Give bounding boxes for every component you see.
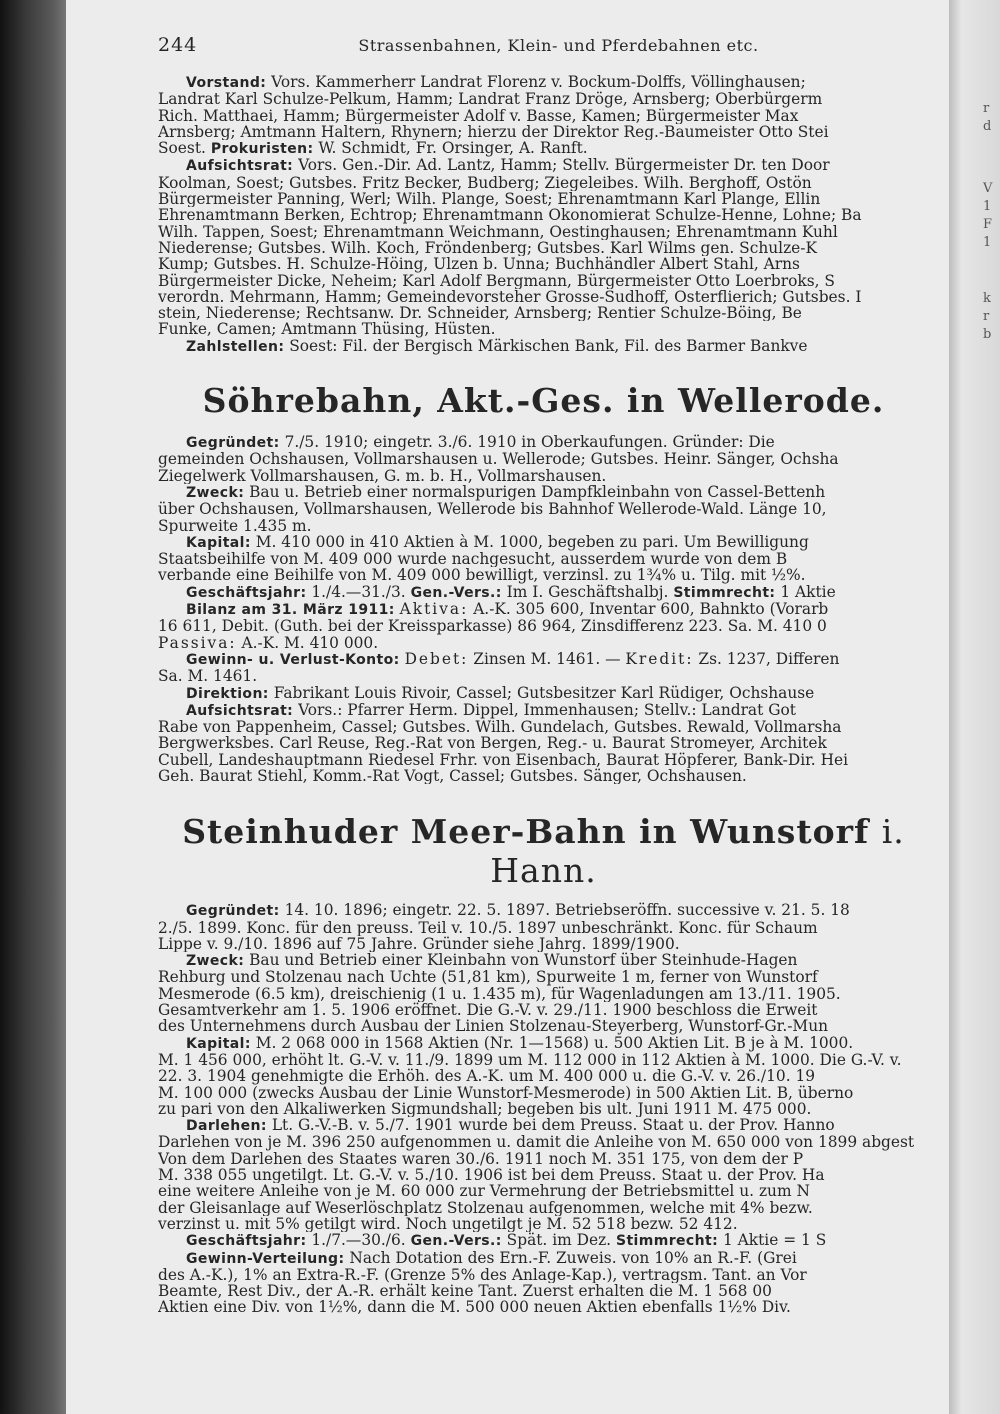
line-text: Rehburg und Stolzenau nach Uchte (51,81 km), Spurweite 1 m, ferner von Wunstorf — [158, 969, 818, 986]
line-text: 16 611, Debit. (Guth. bei der Kreissparkasse) 86 964, Zinsdifferenz 223. Sa. M. 410 0 — [158, 618, 827, 635]
edge-fragment: k r b — [983, 291, 992, 342]
text-line — [158, 567, 929, 583]
text-line — [158, 191, 929, 207]
running-title: Strassenbahnen, Klein- und Pferdebahnen etc. — [358, 36, 759, 55]
text-line — [158, 1283, 929, 1299]
text-line — [158, 305, 929, 321]
text-line — [158, 618, 929, 634]
line-text: 1./7.—30./6. — [311, 1232, 406, 1250]
text-line — [158, 685, 929, 702]
text-line — [158, 651, 929, 668]
line-text: Bürgermeister Dicke, Neheim; Karl Adolf Bergmann, Bürgermeister Otto Loerbroks, S — [158, 272, 835, 289]
field-label: Stimmrecht: — [673, 584, 776, 601]
text-line — [158, 140, 929, 157]
edge-fragment: r d — [983, 101, 992, 134]
text-line — [158, 584, 929, 601]
field-label: Aufsichtsrat: — [186, 158, 294, 175]
line-text: 1 Aktie — [780, 583, 836, 601]
line-text: Arnsberg; Amtmann Haltern, Rhynern; hierzu der Direktor Reg.-Baumeister Otto Stei — [158, 123, 829, 141]
line-text: Wilh. Tappen, Soest; Ehrenamtmann Weichmann, Oestinghausen; Ehrenamtmann Kuhl — [158, 223, 838, 240]
text-line — [158, 124, 929, 140]
text-line — [158, 702, 929, 719]
line-text: des A.-K.), 1% an Extra-R.-F. (Grenze 5% des Anlage-Kap.), vertragsm. Tant. an Vor — [158, 1266, 807, 1284]
text-line — [158, 969, 929, 985]
field-label: Gewinn-Verteilung: — [186, 1250, 345, 1267]
text-line — [158, 1002, 929, 1018]
text-line — [158, 518, 929, 534]
line-text: 14. 10. 1896; eingetr. 22. 5. 1897. Betriebseröffn. successive v. 21. 5. 18 — [284, 902, 850, 920]
line-text: M. 410 000 in 410 Aktien à M. 1000, begeben zu pari. Um Bewilligung — [255, 533, 809, 551]
section-soehrebahn-body — [158, 434, 929, 784]
text-line — [158, 1232, 929, 1249]
line-text: Ziegelwerk Vollmarshausen, G. m. b. H., Vollmarshausen. — [158, 467, 607, 484]
text-line — [158, 1085, 929, 1101]
line-text: Sa. M. 1461. — [158, 668, 258, 685]
title-suffix: i. Hann. — [490, 812, 905, 891]
text-line — [158, 719, 929, 735]
line-text: Kump; Gutsbes. H. Schulze-Höing, Ülzen b. Unna; Buchhändler Albert Stahl, Arns — [158, 256, 800, 273]
text-line — [158, 157, 929, 174]
section-title-soehrebahn: Söhrebahn, Akt.-Ges. in Wellerode. — [202, 381, 885, 421]
text-line — [158, 289, 929, 305]
field-label: Kapital: — [186, 1035, 251, 1052]
spaced-label: Kredit: — [625, 650, 694, 668]
line-text: 2./5. 1899. Konc. für den preuss. Teil v. 10./5. 1897 unbeschränkt. Konc. für Schaum — [158, 919, 818, 936]
next-page-edge — [949, 0, 1000, 1414]
line-text: verzinst u. mit 5% getilgt wird. Noch ungetilgt je M. 52 518 bezw. 52 412. — [158, 1215, 738, 1233]
line-text: Niederense; Gutsbes. Wilh. Koch, Fröndenberg; Gutsbes. Karl Wilms gen. Schulze-K — [158, 239, 817, 257]
text-line — [158, 1267, 929, 1283]
text-line — [158, 1052, 929, 1068]
text-line — [158, 1068, 929, 1084]
line-text: der Gleisanlage auf Weserlöschplatz Stolzenau aufgenommen, welche mit 4% bezw. — [158, 1199, 813, 1216]
line-text: Bau und Betrieb einer Kleinbahn von Wunstorf über Steinhude-Hagen — [249, 952, 798, 970]
book-page — [66, 0, 949, 1414]
text-line — [158, 735, 929, 751]
line-text: Lippe v. 9./10. 1896 auf 75 Jahre. Gründer siehe Jahrg. 1899/1900. — [158, 935, 680, 953]
text-line — [158, 635, 929, 651]
field-label: Geschäftsjahr: — [186, 1233, 307, 1250]
text-line — [158, 986, 929, 1002]
section-steinhuder-body — [158, 902, 929, 1315]
line-text: Aktien eine Div. von 1½%, dann die M. 500 000 neuen Aktien ebenfalls 1½% Div. — [158, 1299, 791, 1316]
line-text: Bürgermeister Panning, Werl; Wilh. Plange, Soest; Ehrenamtmann Karl Plange, Ellin — [158, 191, 821, 208]
line-text: Fabrikant Louis Rivoir, Cassel; Gutsbesitzer Karl Rüdiger, Ochshause — [273, 684, 815, 702]
field-label: Gegründet: — [186, 903, 280, 920]
line-text: 1 Aktie = 1 S — [723, 1232, 827, 1250]
text-line — [158, 936, 929, 952]
field-label: Gen.-Vers.: — [410, 1233, 502, 1250]
line-text: 1./4.—31./3. — [311, 583, 406, 601]
text-line — [158, 534, 929, 551]
edge-fragment: V 1 F 1 — [983, 181, 993, 250]
line-text: Spät. im Dez. — [506, 1232, 612, 1250]
line-text: A.-K. M. 410 000. — [241, 634, 379, 651]
line-text: Rich. Matthaei, Hamm; Bürgermeister Adolf v. Basse, Kamen; Bürgermeister Max — [158, 107, 799, 124]
book-binding-shadow — [0, 0, 66, 1414]
field-label: Aufsichtsrat: — [186, 702, 294, 719]
text-line — [158, 1101, 929, 1117]
page-number: 244 — [158, 34, 198, 56]
line-text: Koolman, Soest; Gutsbes. Fritz Becker, Budberg; Ziegeleibes. Wilh. Berghoff, Ostön — [158, 174, 812, 192]
line-text: Vors. Gen.-Dir. Ad. Lantz, Hamm; Stellv. Bürgermeister Dr. ten Door — [298, 157, 830, 175]
line-text: verordn. Mehrmann, Hamm; Gemeindevorsteher Grosse-Sudhoff, Osterflierich; Gutsbes. I — [158, 288, 862, 306]
line-text: M. 1 456 000, erhöht lt. G.-V. v. 11./9. 1899 um M. 112 000 in 112 Aktien à M. 1000. Die G.-V. v. — [158, 1051, 902, 1069]
text-line — [158, 207, 929, 223]
line-text: Nach Dotation des Ern.-F. Zuweis. von 10% an R.-F. (Grei — [349, 1249, 797, 1267]
line-text: eine weitere Anleihe von je M. 60 000 zur Vermehrung der Betriebsmittel u. zum N — [158, 1183, 810, 1200]
line-text: Beamte, Rest Div., der A.-R. erhält keine Tant. Zuerst erhalten die M. 1 568 00 — [158, 1283, 772, 1300]
text-line — [158, 1299, 929, 1315]
field-label: Darlehen: — [186, 1118, 267, 1135]
text-line — [158, 920, 929, 936]
title-main: Steinhuder Meer-Bahn in Wunstorf — [182, 812, 870, 852]
line-text: Bergwerksbes. Carl Reuse, Reg.-Rat von Bergen, Reg.- u. Baurat Stromeyer, Architek — [158, 735, 827, 752]
field-label: Gegründet: — [186, 435, 280, 452]
field-label: Gewinn- u. Verlust-Konto: — [186, 651, 400, 668]
text-line — [158, 224, 929, 240]
line-text: Vors.: Pfarrer Herm. Dippel, Immenhausen; Stellv.: Landrat Got — [298, 701, 796, 719]
text-line — [158, 952, 929, 969]
field-label: Direktion: — [186, 685, 269, 702]
text-line — [158, 240, 929, 256]
text-line — [158, 1200, 929, 1216]
field-label: Zweck: — [186, 484, 245, 501]
line-text: Bau u. Betrieb einer normalspurigen Dampfkleinbahn von Cassel-Bettenh — [249, 483, 826, 501]
line-text: A.-K. 305 600, Inventar 600, Bahnkto (Vorarb — [473, 601, 829, 619]
field-label: Gen.-Vers.: — [410, 584, 502, 601]
line-text: Landrat Karl Schulze-Pelkum, Hamm; Landrat Franz Dröge, Arnsberg; Oberbürgerm — [158, 91, 823, 108]
field-label: Geschäftsjahr: — [186, 584, 307, 601]
field-label: Vorstand: — [186, 75, 267, 91]
line-text: M. 2 068 000 in 1568 Aktien (Nr. 1—1568) u. 500 Aktien Lit. B je à M. 1000. — [255, 1034, 854, 1052]
line-text: M. 338 055 ungetilgt. Lt. G.-V. v. 5./10. 1906 ist bei dem Preuss. Staat u. der Prov. Ha — [158, 1167, 825, 1184]
line-text: Ehrenamtmann Berken, Echtrop; Ehrenamtmann Ökonomierat Schulze-Henne, Lohne; Ba — [158, 207, 862, 224]
line-text: 22. 3. 1904 genehmigte die Erhöh. des A.-K. um M. 400 000 u. die G.-V. v. 26./10. 19 — [158, 1068, 816, 1085]
text-line — [158, 108, 929, 124]
page-header — [158, 34, 929, 64]
text-line — [158, 1117, 929, 1134]
text-line — [158, 256, 929, 272]
line-text: gemeinden Ochshausen, Vollmarshausen u. Wellerode; Gutsbes. Heinr. Sänger, Ochsha — [158, 451, 839, 468]
line-text: Von dem Darlehen des Staates waren 30./6. 1911 noch M. 351 175, von dem der P — [158, 1150, 804, 1168]
text-line — [158, 1018, 929, 1034]
text-line — [158, 1216, 929, 1232]
line-text: Mesmerode (6.5 km), dreischienig (1 u. 1.435 m), für Wagenladungen am 13./11. 1905. — [158, 985, 841, 1003]
text-line — [158, 668, 929, 684]
spaced-label: Passiva: — [158, 634, 237, 651]
line-text: Darlehen von je M. 396 250 aufgenommen u. damit die Anleihe von M. 650 000 von 1899 abgest — [158, 1134, 915, 1151]
text-line — [158, 451, 929, 467]
line-text: Gesamtverkehr am 1. 5. 1906 eröffnet. Die G.-V. v. 29./11. 1900 beschloss die Erweit — [158, 1002, 818, 1019]
text-line — [158, 175, 929, 191]
line-text: zu pari von den Alkaliwerken Sigmundshall; begeben bis ult. Juni 1911 M. 475 000. — [158, 1100, 812, 1118]
field-label: Stimmrecht: — [615, 1233, 719, 1250]
line-text: stein, Niederense; Rechtsanw. Dr. Schneider, Arnsberg; Rentier Schulze-Böing, Be — [158, 305, 802, 322]
text-line — [158, 273, 929, 289]
line-text: Lt. G.-V.-B. v. 5./7. 1901 wurde bei dem Preuss. Staat u. der Prov. Hanno — [271, 1117, 835, 1135]
line-text: Cubell, Landeshauptmann Riedesel Frhr. von Eisenbach, Baurat Höpferer, Bank-Dir. Hei — [158, 751, 849, 768]
line-text: Soest: Fil. der Bergisch Märkischen Bank, Fil. des Barmer Bankve — [289, 337, 808, 355]
field-label: Bilanz am 31. März 1911: — [186, 602, 395, 619]
line-text: 7./5. 1910; eingetr. 3./6. 1910 in Oberkaufungen. Gründer: Die — [284, 434, 775, 452]
line-text: Zs. 1237, Differen — [698, 650, 840, 668]
text-line — [158, 1183, 929, 1199]
line-text: verbande eine Beihilfe von M. 409 000 bewilligt, verzinsl. zu 1¾% u. Tilg. mit ½%. — [158, 567, 806, 584]
text-line — [158, 601, 929, 618]
text-line — [158, 468, 929, 484]
text-line — [158, 501, 929, 517]
field-label: Zweck: — [186, 953, 245, 970]
text-line — [158, 1035, 929, 1052]
line-text: Funke, Camen; Amtmann Thüsing, Hüsten. — [158, 321, 496, 338]
line-text: Soest. — [158, 140, 206, 158]
text-line — [158, 768, 929, 784]
text-line — [158, 551, 929, 567]
spaced-label: Debet: — [404, 650, 469, 668]
field-label: Kapital: — [186, 534, 251, 551]
text-line — [158, 1151, 929, 1167]
field-label: Prokuristen: — [210, 141, 314, 158]
text-line — [158, 1167, 929, 1183]
spaced-label: Aktiva: — [399, 601, 469, 619]
line-text: Spurweite 1.435 m. — [158, 517, 312, 534]
line-text: Geh. Baurat Stiehl, Komm.-Rat Vogt, Cassel; Gutsbes. Sänger, Ochshausen. — [158, 767, 747, 785]
line-text: M. 100 000 (zwecks Ausbau der Linie Wunstorf-Mesmerode) in 500 Aktien Lit. B, überno — [158, 1084, 854, 1101]
line-text: W. Schmidt, Fr. Orsinger, A. Ranft. — [318, 140, 588, 158]
line-text: Vors. Kammerherr Landrat Florenz v. Bockum-Dolffs, Völlinghausen; — [271, 74, 806, 91]
text-line — [158, 902, 929, 919]
text-line — [158, 338, 929, 355]
line-text: Im I. Geschäftshalbj. — [506, 583, 669, 601]
section-title-steinhuder-meer-bahn — [158, 812, 929, 890]
text-line — [158, 484, 929, 501]
line-text: Rabe von Pappenheim, Cassel; Gutsbes. Wilh. Gundelach, Gutsbes. Rewald, Vollmarsha — [158, 719, 842, 736]
line-text: des Unternehmens durch Ausbau der Linien Stolzenau-Steyerberg, Wunstorf-Gr.-Mun — [158, 1018, 829, 1035]
text-line — [158, 74, 929, 91]
text-line — [158, 321, 929, 337]
section-company-directory-continued — [158, 74, 929, 355]
text-line — [158, 434, 929, 451]
text-line — [158, 1134, 929, 1150]
text-line — [158, 752, 929, 768]
text-line — [158, 1250, 929, 1267]
text-line — [158, 91, 929, 107]
line-text: Staatsbeihilfe von M. 409 000 wurde nachgesucht, ausserdem wurde von dem B — [158, 551, 788, 568]
line-text: Zinsen M. 1461. — — [473, 650, 621, 668]
field-label: Zahlstellen: — [186, 338, 285, 355]
line-text: über Ochshausen, Vollmarshausen, Wellerode bis Bahnhof Wellerode-Wald. Länge 10, — [158, 501, 827, 518]
